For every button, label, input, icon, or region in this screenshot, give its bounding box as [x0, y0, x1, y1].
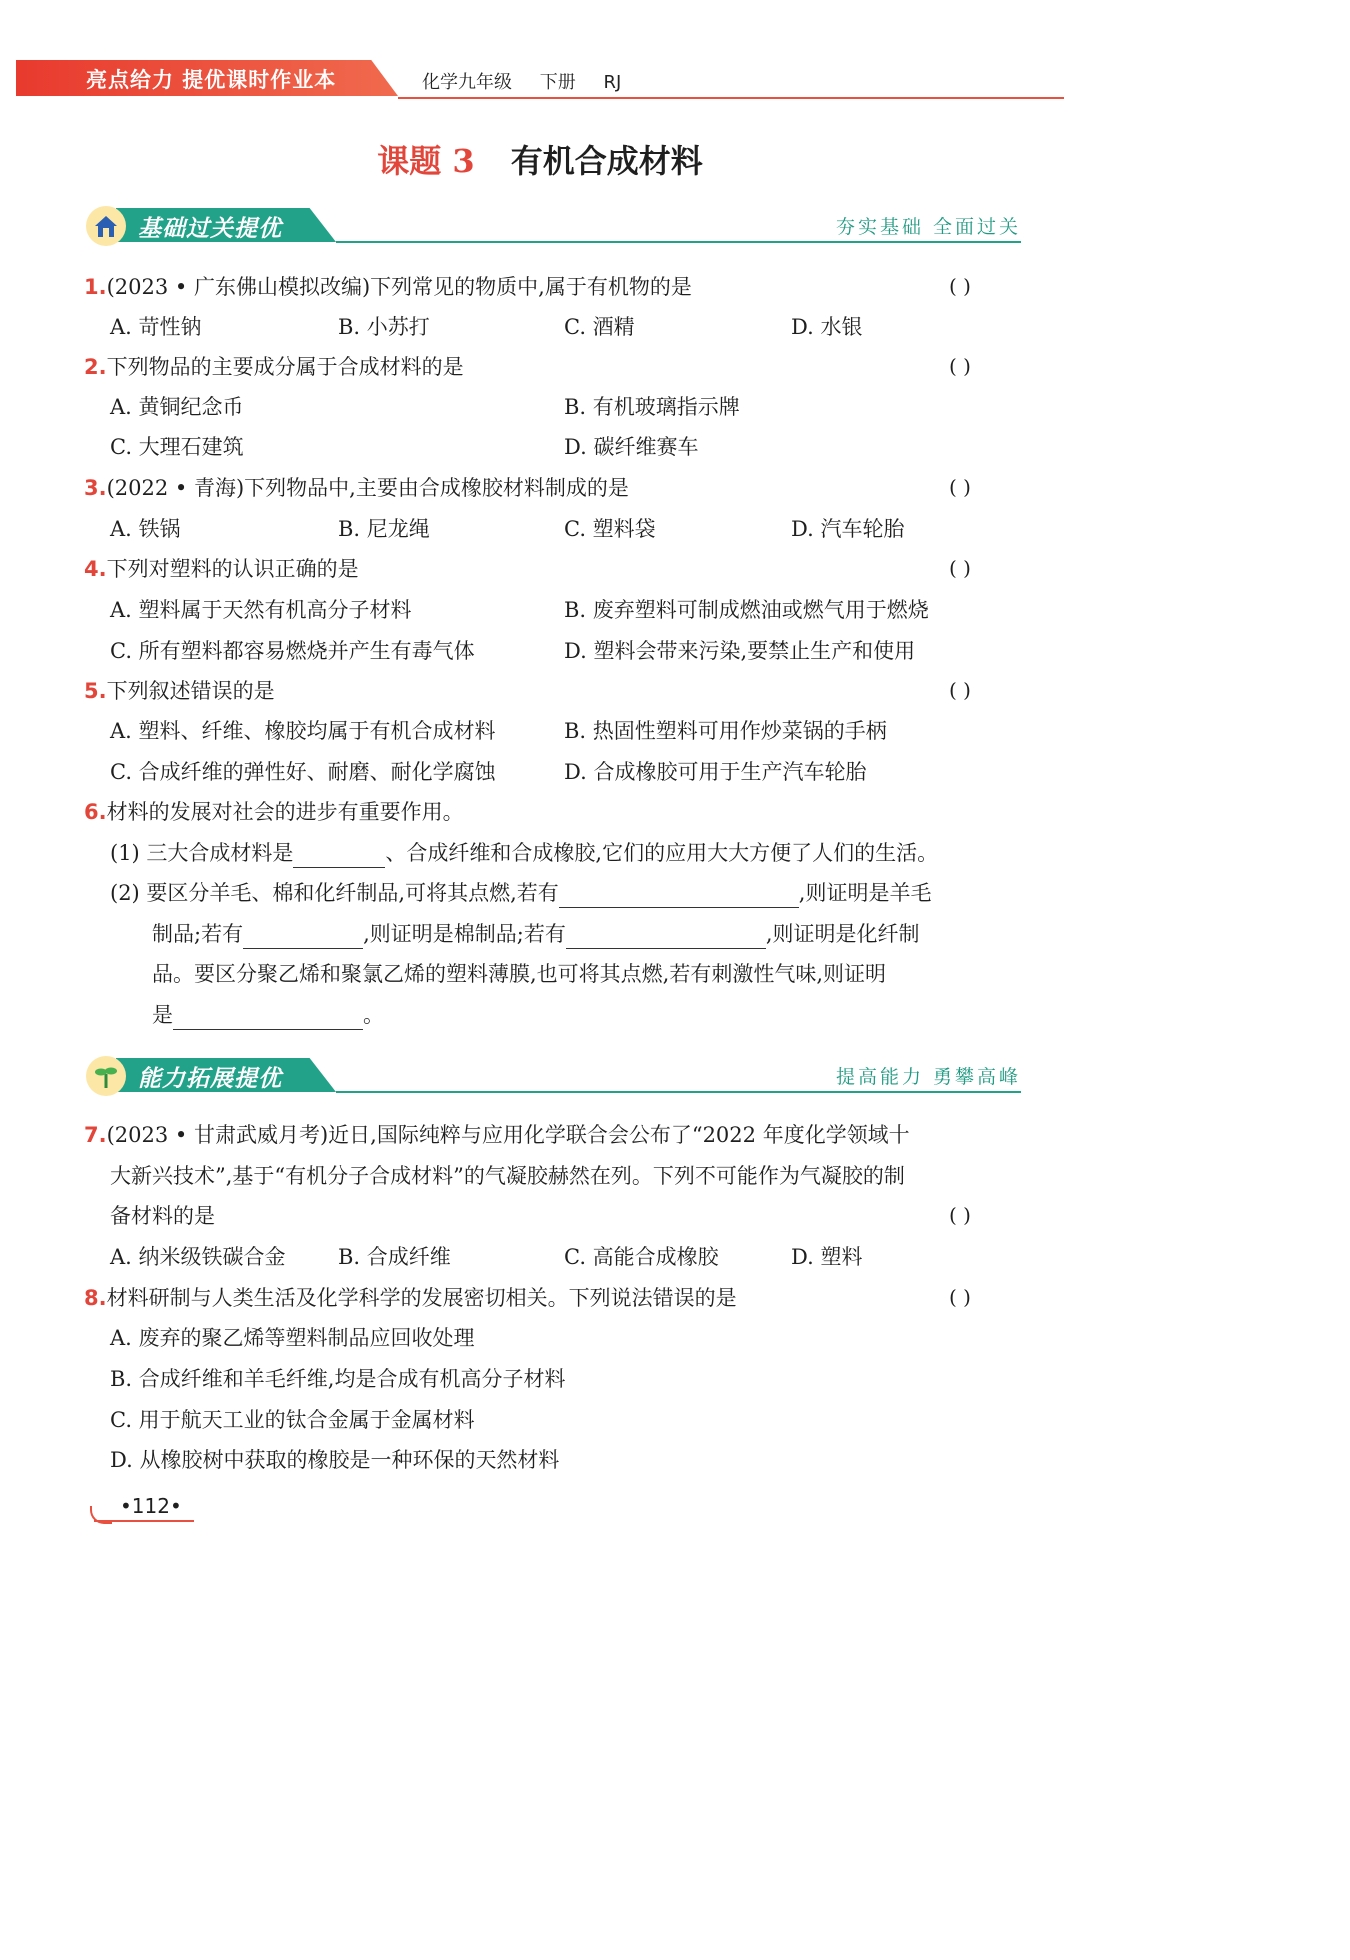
answer-paren: ( )	[949, 556, 971, 580]
question-8: 8.材料研制与人类生活及化学科学的发展密切相关。下列说法错误的是	[84, 1286, 737, 1310]
house-icon	[86, 206, 126, 246]
section-advanced-banner	[86, 1054, 1021, 1098]
option-c: C. 塑料袋	[564, 517, 656, 541]
option-a: A. 纳米级铁碳合金	[110, 1245, 286, 1269]
option-b: B. 有机玻璃指示牌	[564, 395, 740, 419]
answer-paren: ( )	[949, 475, 971, 499]
option-c: C. 高能合成橡胶	[564, 1245, 719, 1269]
option-b: B. 热固性塑料可用作炒菜锅的手柄	[564, 719, 887, 743]
answer-blank[interactable]	[173, 1007, 363, 1030]
header-edition: RJ	[603, 72, 622, 93]
option-b: B. 合成纤维	[338, 1245, 451, 1269]
question-5: 5.下列叙述错误的是	[84, 679, 275, 703]
lesson-title: 有机合成材料	[510, 142, 703, 180]
section-label: 能力拓展提优	[138, 1066, 282, 1092]
option-c: C. 用于航天工业的钛合金属于金属材料	[110, 1408, 475, 1432]
option-d: D. 水银	[791, 315, 863, 339]
option-d: D. 合成橡胶可用于生产汽车轮胎	[564, 760, 867, 784]
footer-rule	[94, 1520, 194, 1522]
header-volume: 下册	[539, 72, 576, 93]
option-a: A. 塑料属于天然有机高分子材料	[110, 598, 412, 622]
question-1: 1.(2023 • 广东佛山模拟改编)下列常见的物质中,属于有机物的是	[84, 275, 692, 299]
answer-blank[interactable]	[243, 926, 363, 949]
option-a: A. 塑料、纤维、橡胶均属于有机合成材料	[110, 719, 496, 743]
answer-paren: ( )	[949, 678, 971, 702]
question-2: 2.下列物品的主要成分属于合成材料的是	[84, 355, 464, 379]
header-info	[422, 68, 643, 94]
question-3: 3.(2022 • 青海)下列物品中,主要由合成橡胶材料制成的是	[84, 476, 629, 500]
answer-blank[interactable]	[566, 926, 766, 949]
option-d: D. 碳纤维赛车	[564, 435, 699, 459]
lesson-number: 课题 3	[377, 142, 475, 180]
header-subject: 化学九年级	[422, 72, 512, 93]
option-b: B. 合成纤维和羊毛纤维,均是合成有机高分子材料	[110, 1367, 566, 1391]
option-c: C. 酒精	[564, 315, 635, 339]
page-title	[0, 136, 1080, 182]
question-7: 7.(2023 • 甘肃武威月考)近日,国际纯粹与应用化学联合会公布了“2022 年度化学领域十	[84, 1123, 910, 1147]
answer-paren: ( )	[949, 1203, 971, 1227]
question-6-part-2-cont3: 是 。	[152, 1000, 384, 1030]
page-number: •112•	[120, 1494, 182, 1518]
question-6-part-2-cont2: 品。要区分聚乙烯和聚氯乙烯的塑料薄膜,也可将其点燃,若有刺激性气味,则证明	[152, 962, 887, 986]
option-b: B. 尼龙绳	[338, 517, 430, 541]
option-b: B. 废弃塑料可制成燃油或燃气用于燃烧	[564, 598, 929, 622]
option-c: C. 合成纤维的弹性好、耐磨、耐化学腐蚀	[110, 760, 496, 784]
section-rule	[336, 1091, 1021, 1093]
option-d: D. 塑料会带来污染,要禁止生产和使用	[564, 639, 916, 663]
header-brand: 亮点给力 提优课时作业本	[86, 68, 337, 92]
option-d: D. 塑料	[791, 1245, 863, 1269]
header-rule	[398, 97, 1064, 99]
option-d: D. 从橡胶树中获取的橡胶是一种环保的天然材料	[110, 1448, 560, 1472]
option-d: D. 汽车轮胎	[791, 517, 905, 541]
option-a: A. 废弃的聚乙烯等塑料制品应回收处理	[110, 1326, 475, 1350]
option-a: A. 铁锅	[110, 517, 181, 541]
option-a: A. 苛性钠	[110, 315, 202, 339]
question-6-part-1: (1) 三大合成材料是 、合成纤维和合成橡胶,它们的应用大大方便了人们的生活。	[110, 838, 938, 868]
option-a: A. 黄铜纪念币	[110, 395, 244, 419]
answer-paren: ( )	[949, 1285, 971, 1309]
section-basic-banner	[86, 204, 1021, 248]
section-rule	[336, 241, 1021, 243]
answer-blank[interactable]	[293, 845, 385, 868]
answer-paren: ( )	[949, 354, 971, 378]
option-b: B. 小苏打	[338, 315, 430, 339]
question-6-part-2-cont: 制品;若有 ,则证明是棉制品;若有 ,则证明是化纤制	[152, 919, 920, 949]
question-7-line-3: 备材料的是	[110, 1204, 215, 1228]
section-slogan: 提高能力 勇攀高峰	[835, 1066, 1021, 1088]
question-6: 6.材料的发展对社会的进步有重要作用。	[84, 800, 464, 824]
sprout-icon	[86, 1056, 126, 1096]
section-label: 基础过关提优	[138, 216, 282, 242]
question-7-line-2: 大新兴技术”,基于“有机分子合成材料”的气凝胶赫然在列。下列不可能作为气凝胶的制	[110, 1164, 905, 1188]
option-c: C. 所有塑料都容易燃烧并产生有毒气体	[110, 639, 475, 663]
question-6-part-2: (2) 要区分羊毛、棉和化纤制品,可将其点燃,若有 ,则证明是羊毛	[110, 878, 931, 908]
answer-paren: ( )	[949, 274, 971, 298]
section-slogan: 夯实基础 全面过关	[835, 216, 1021, 238]
question-4: 4.下列对塑料的认识正确的是	[84, 557, 359, 581]
option-c: C. 大理石建筑	[110, 435, 244, 459]
answer-blank[interactable]	[559, 885, 799, 908]
